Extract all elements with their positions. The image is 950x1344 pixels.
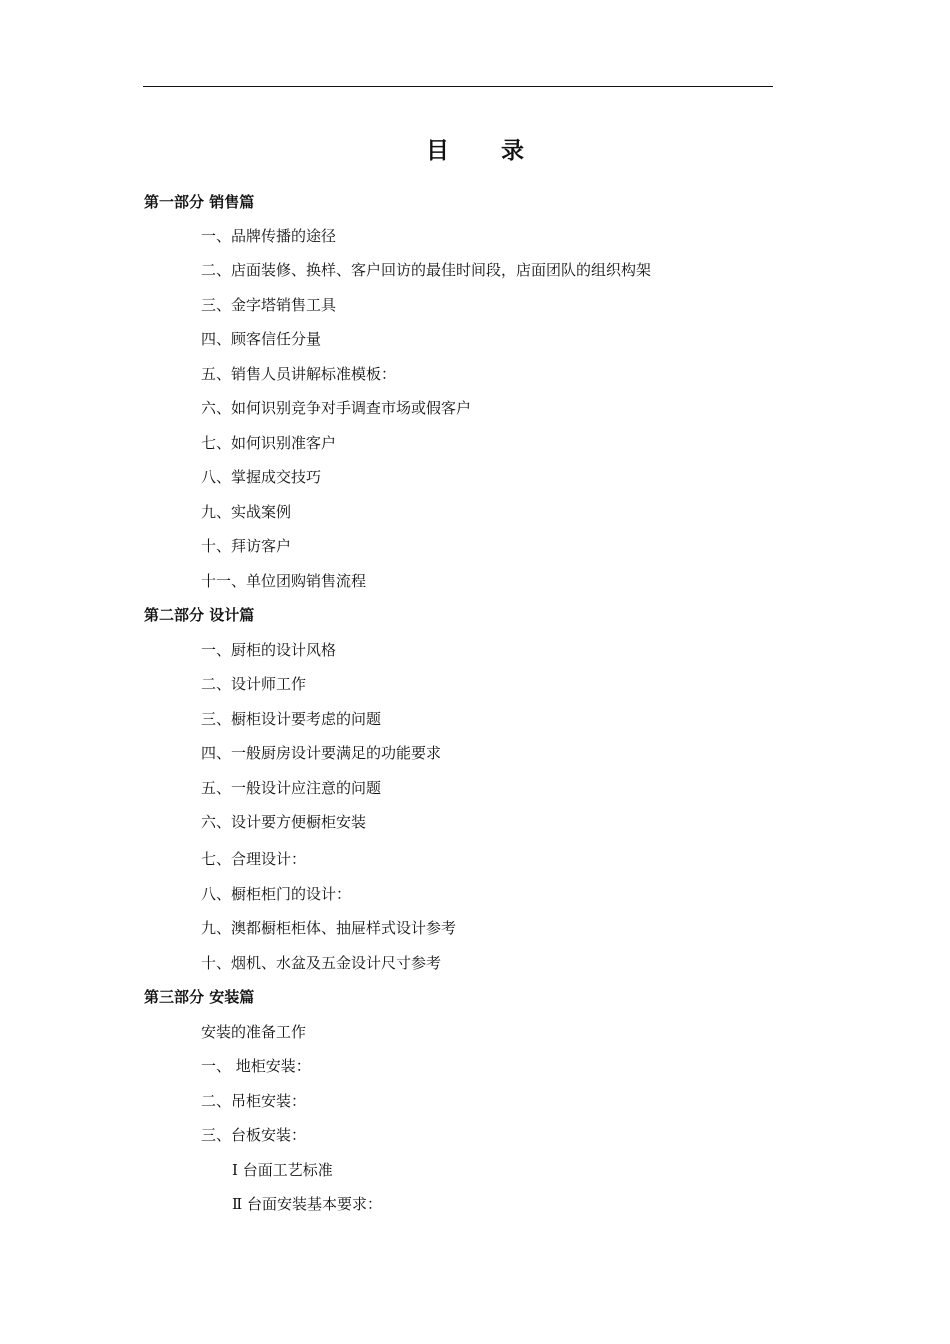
toc-subitem: Ⅰ 台面工艺标准: [232, 1161, 333, 1179]
part-heading-design: 第二部分 设计篇: [144, 606, 255, 624]
toc-subitem: Ⅱ 台面安装基本要求：: [232, 1195, 382, 1213]
toc-item: 三、金字塔销售工具: [201, 296, 337, 314]
toc-item: 十一、单位团购销售流程: [201, 572, 367, 590]
toc-item: 五、一般设计应注意的问题: [201, 779, 382, 797]
toc-item: 一、品牌传播的途径: [201, 227, 337, 245]
toc-item: 七、合理设计：: [201, 850, 307, 868]
part-heading-installation: 第三部分 安装篇: [144, 988, 255, 1006]
toc-item: 二、吊柜安装：: [201, 1092, 307, 1110]
toc-item: 二、店面装修、换样、客户回访的最佳时间段，店面团队的组织构架: [201, 261, 652, 279]
toc-item: 七、如何识别准客户: [201, 434, 337, 452]
header-rule: [143, 86, 773, 87]
part-heading-sales: 第一部分 销售篇: [144, 193, 255, 211]
page-title: 目 录: [425, 138, 546, 164]
toc-item: 四、顾客信任分量: [201, 330, 322, 348]
toc-item: 安装的准备工作: [201, 1023, 307, 1041]
toc-item: 九、澳都橱柜柜体、抽屉样式设计参考: [201, 919, 457, 937]
toc-item: 四、一般厨房设计要满足的功能要求: [201, 744, 442, 762]
toc-item: 三、橱柜设计要考虑的问题: [201, 710, 382, 728]
toc-item: 三、台板安装：: [201, 1126, 307, 1144]
toc-item: 二、设计师工作: [201, 675, 307, 693]
toc-item: 八、掌握成交技巧: [201, 468, 322, 486]
toc-item: 八、橱柜柜门的设计：: [201, 885, 352, 903]
toc-item: 六、设计要方便橱柜安装: [201, 813, 367, 831]
toc-item: 九、实战案例: [201, 503, 292, 521]
toc-item: 五、销售人员讲解标准模板：: [201, 365, 397, 383]
toc-item: 十、拜访客户: [201, 537, 292, 555]
toc-item: 十、烟机、水盆及五金设计尺寸参考: [201, 954, 442, 972]
toc-item: 六、如何识别竞争对手调查市场或假客户: [201, 399, 472, 417]
toc-item: 一、厨柜的设计风格: [201, 641, 337, 659]
toc-item: 一、 地柜安装：: [201, 1057, 311, 1075]
